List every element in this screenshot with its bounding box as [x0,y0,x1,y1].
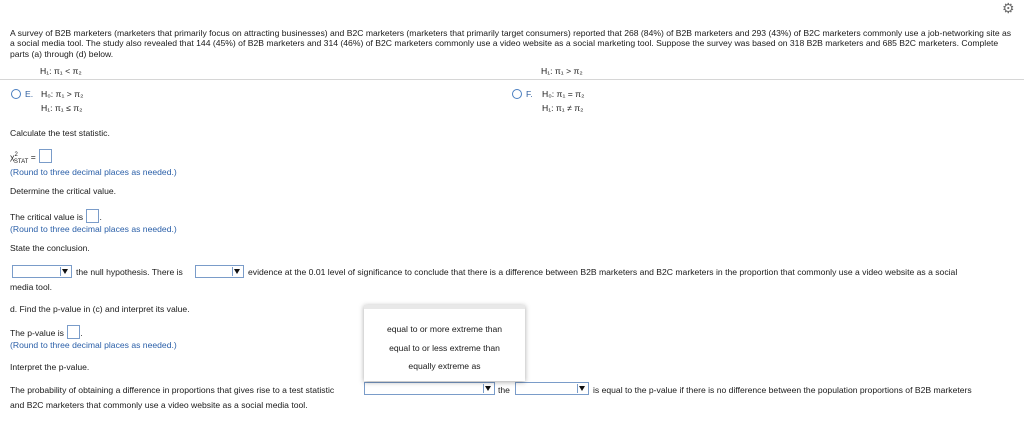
chi-symbol: χ [10,152,15,162]
dropdown-option-more-extreme[interactable]: equal to or more extreme than [386,324,503,334]
p-value-row [10,325,83,339]
evidence-select[interactable] [195,265,244,278]
divider [0,79,1024,80]
dropdown-option-less-extreme[interactable]: equal to or less extreme than [389,343,500,353]
conclusion-text-3: media tool. [10,282,53,292]
test-stat-hint: (Round to three decimal places as needed.) [10,167,177,177]
option-e-letter: E. [25,89,34,99]
critical-label: The critical value is [10,212,84,222]
comparison-select[interactable] [515,382,589,395]
chevron-down-icon [232,267,242,276]
critical-value-input[interactable] [86,209,102,223]
period: . [99,212,102,222]
gear-icon[interactable]: ⚙ [1002,0,1015,16]
test-stat-row [10,149,52,165]
critical-prompt: Determine the critical value. [10,186,117,196]
p-value-input[interactable] [67,325,83,339]
p-value-hint: (Round to three decimal places as needed.) [10,340,177,350]
option-f-letter: F. [526,89,533,99]
option-f-h1: H₁: π₁ ≠ π₂ [542,103,584,113]
option-f-h0: H₀: π₁ = π₂ [542,89,585,99]
interpret-sentence-1: The probability of obtaining a difference in proportions that gives rise to a test statistic [10,385,335,395]
interpret-prompt: Interpret the p-value. [10,362,90,372]
test-stat-prompt: Calculate the test statistic. [10,128,110,138]
problem-statement: A survey of B2B marketers (marketers that primarily focus on attracting businesses) and B2C marketers (marketers that primarily target consumers) reported that 268 (84%) of B2B marketers and 293 (43%) of B2C marketers commonly use a job-networking site as a social media tool. The study also revealed that 144 (45%) of B2B marketers and 314 (46%) of B2C marketers commonly use a video website as a social marketing tool. Suppose the survey was based on 318 B2B marketers and 685 B2C marketers. Complete parts (a) through (d) below. [10,28,1012,59]
dropdown-option-equally-extreme[interactable]: equally extreme as [408,361,481,371]
option-f-radio[interactable] [512,89,522,99]
chevron-down-icon [577,384,587,393]
chi-sup: 2 [14,152,18,159]
extreme-select[interactable] [364,382,495,395]
period: . [80,328,83,338]
the-text: the [498,385,510,395]
extreme-dropdown-menu [364,305,525,381]
test-stat-input[interactable] [39,149,52,163]
part-d-title: d. Find the p-value in (c) and interpret its value. [10,304,190,314]
null-hypothesis-select[interactable] [12,265,72,278]
critical-row [10,209,102,223]
critical-hint: (Round to three decimal places as needed.) [10,224,177,234]
conclusion-prompt: State the conclusion. [10,243,90,253]
option-e-radio[interactable] [11,89,21,99]
option-e-h0: H₀: π₁ > π₂ [41,89,84,99]
interpret-sentence-3: and B2C marketers that commonly use a video website as a social media tool. [10,400,308,410]
option-e-h1: H₁: π₁ ≤ π₂ [41,103,83,113]
p-value-label: The p-value is [10,328,64,338]
option-d-h1: H₁: π₁ < π₂ [40,66,82,76]
interpret-sentence-2: is equal to the p-value if there is no difference between the population proportions of B2B marketers [593,385,972,395]
equals-sign: = [28,152,36,162]
conclusion-text-2: evidence at the 0.01 level of significance to conclude that there is a difference between B2B marketers and B2C marketers in the proportion that commonly use a video website as a social [248,267,958,277]
chevron-down-icon [483,384,493,393]
conclusion-text-1: the null hypothesis. There is [76,267,183,277]
chi-sub: STAT [13,158,29,165]
chevron-down-icon [60,267,70,276]
option-c-h1: H₁: π₁ > π₂ [541,66,583,76]
